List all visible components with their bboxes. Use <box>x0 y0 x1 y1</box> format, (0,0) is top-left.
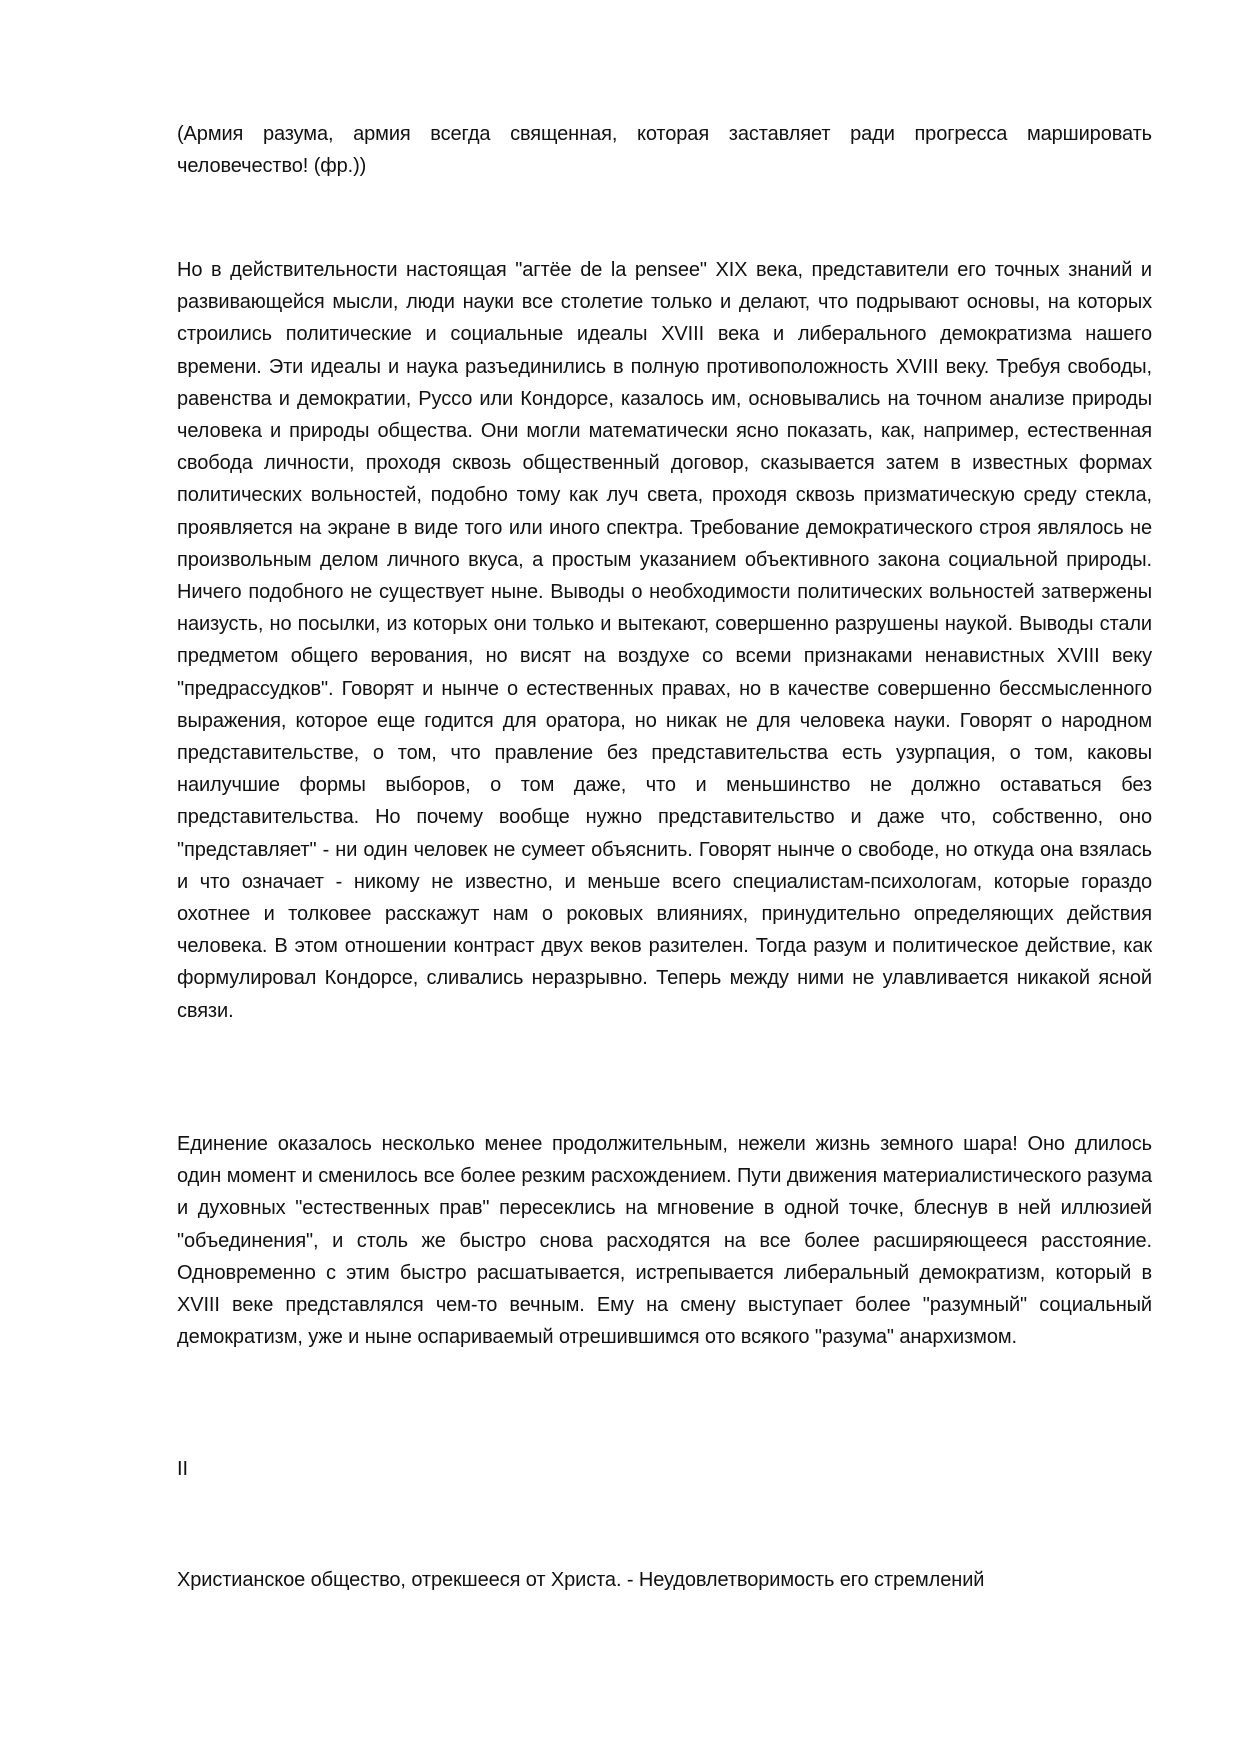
paragraph-unity: Единение оказалось несколько менее продолжительным, нежели жизнь земного шара! Оно длилось один момент и сменилось все более резким расхождением. Пути движения материалистического разума и духовных "естественных прав" пересеклись на мгновение в одной точке, блеснув в ней иллюзией "объединения", и столь же быстро снова расходятся на все более расширяющееся расстояние. Одновременно с этим быстро расшатывается, истрепывается либеральный демократизм, который в XVIII веке представлялся чем-то вечным. Ему на смену выступает более "разумный" социальный демократизм, уже и ныне оспариваемый отрешившимся ото всякого "разума" анархизмом. <box>177 1133 1152 1349</box>
section-heading: Христианское общество, отрекшееся от Христа. - Неудовлетворимость его стремлений <box>177 1569 985 1591</box>
paragraph-french-translation: (Армия разума, армия всегда священная, которая заставляет ради прогресса маршировать человечество! (фр.)) <box>177 123 1152 178</box>
section-number: II <box>177 1458 188 1480</box>
paragraph-main-text: Но в действительности настоящая "агтёе de la pensee" XIX века, представители его точных знаний и развивающейся мысли, люди науки все столетие только и делают, что подрывают основы, на которых строились политические и социальные идеалы XVIII века и либерального демократизма нашего времени. Эти идеалы и наука разъединились в полную противоположность XVIII веку. Требуя свободы, равенства и демократии, Руссо или Кондорсе, казалось им, основывались на точном анализе природы человека и природы общества. Они могли математически ясно показать, как, например, естественная свобода личности, проходя сквозь общественный договор, сказывается затем в известных формах политических вольностей, подобно тому как луч света, проходя сквозь призматическую среду стекла, проявляется на экране в виде того или иного спектра. Требование демократического строя являлось не произвольным делом личного вкуса, а простым указанием объективного закона социальной природы. Ничего подобного не существует ныне. Выводы о необходимости политических вольностей затвержены наизусть, но посылки, из которых они только и вытекают, совершенно разрушены наукой. Выводы стали предметом общего верования, но висят на воздухе со всеми признаками ненавистных XVIII веку "предрассудков". Говорят и нынче о естественных правах, но в качестве совершенно бессмысленного выражения, которое еще годится для оратора, но никак не для человека науки. Говорят о народном представительстве, о том, что правление без представительства есть узурпация, о том, каковы наилучшие формы выборов, о том даже, что и меньшинство не должно оставаться без представительства. Но почему вообще нужно представительство и даже что, собственно, оно "представляет" - ни один человек не сумеет объяснить. Говорят нынче о свободе, но откуда она взялась и что означает - никому не известно, и меньше всего специалистам-психологам, которые гораздо охотнее и толковее расскажут нам о роковых влияниях, принудительно определяющих действия человека. В этом отношении контраст двух веков разителен. Тогда разум и политическое действие, как формулировал Кондорсе, сливались неразрывно. Теперь между ними не улавливается никакой ясной связи. <box>177 259 1152 1022</box>
